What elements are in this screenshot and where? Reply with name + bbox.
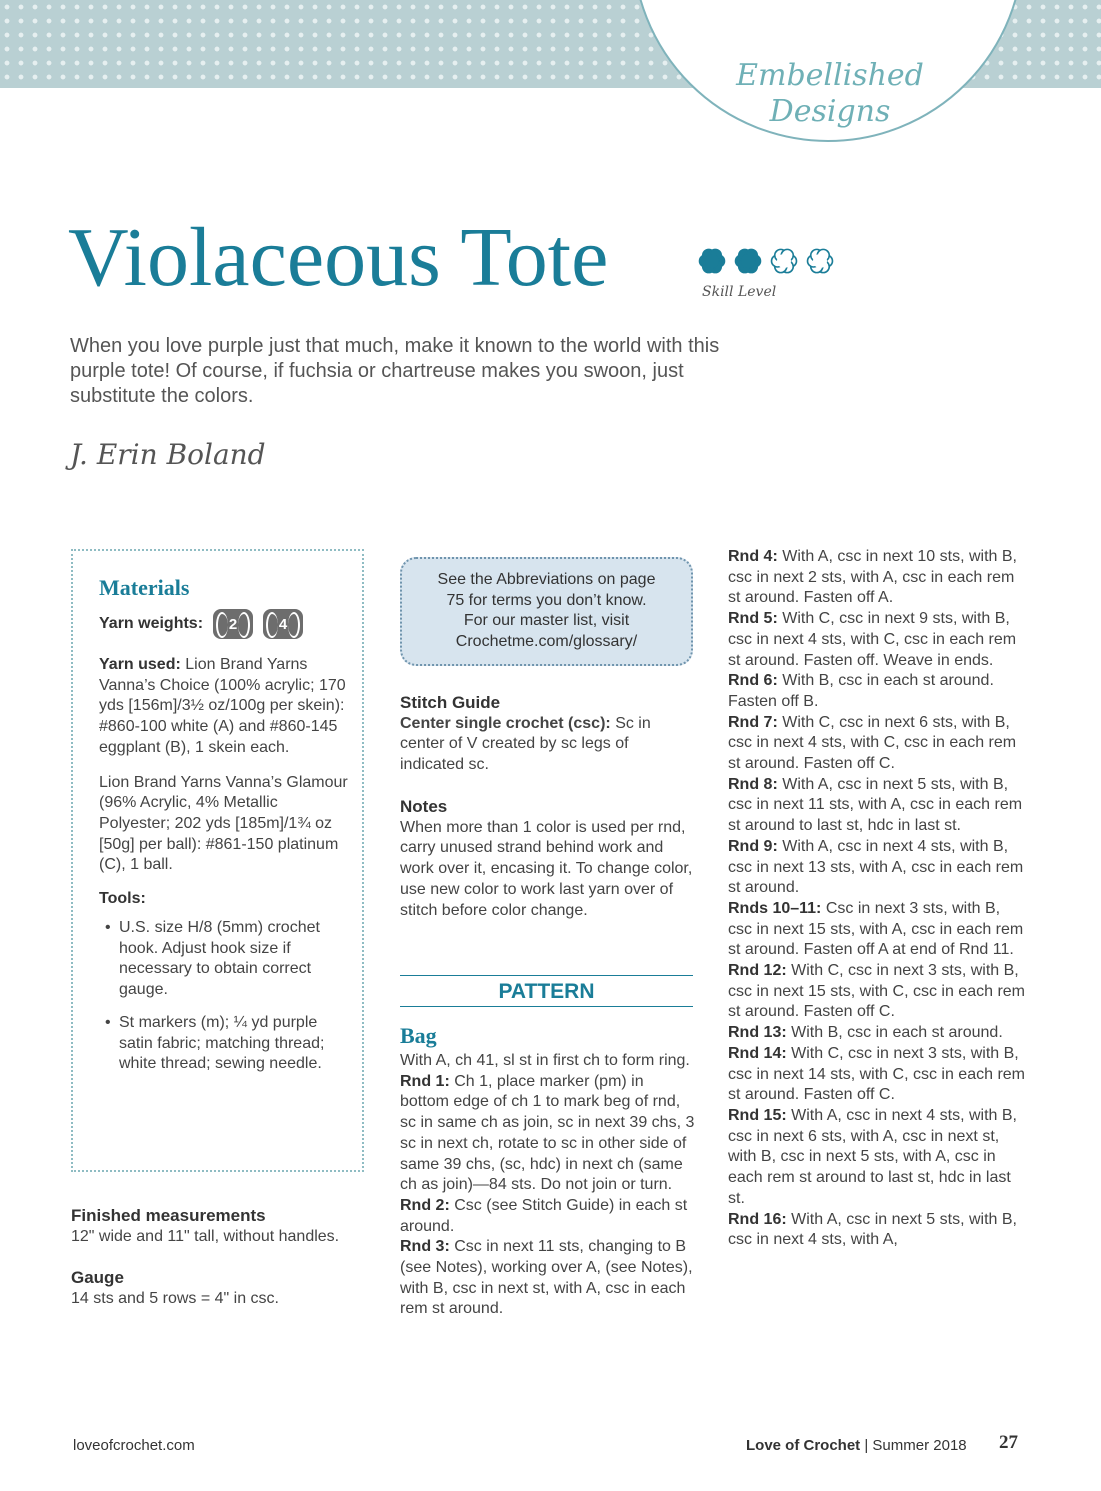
- round-label: Rnd 1:: [400, 1072, 450, 1090]
- round-instruction: [728, 837, 1026, 899]
- round-instruction: [728, 609, 1026, 671]
- round-label: Rnd 4:: [728, 548, 778, 565]
- round-text: With C, csc in next 3 sts, with B, csc in next 15 sts, with C, csc in each rem st around. Fasten off C.: [728, 962, 1025, 1021]
- badge-line-1: Embellished: [736, 58, 924, 93]
- yarn-used-text: Lion Brand Yarns Vanna’s Choice (100% acrylic; 170 yds [156m]/3½ oz/100g per skein): #860-100 white (A) and #860-145 eggplant (B), 1 skein each.: [99, 656, 346, 756]
- yarn-weights-row: [99, 609, 348, 639]
- skill-flower-empty-icon: [772, 249, 797, 272]
- yarn-weight-icon-4: 4: [263, 609, 303, 639]
- round-instruction: [728, 671, 1026, 712]
- round-label: Rnd 14:: [728, 1044, 787, 1062]
- yarn-used-paragraph: [99, 655, 348, 759]
- page-number: 27: [999, 1432, 1018, 1453]
- round-label: Rnd 12:: [728, 962, 787, 980]
- round-label: Rnd 13:: [728, 1024, 787, 1042]
- glossary-link[interactable]: Crochetme.com/glossary/: [455, 633, 638, 651]
- materials-box: [71, 549, 364, 1172]
- stitch-guide-definition: Sc in center of V created by sc legs of indicated sc.: [400, 714, 651, 774]
- round-text: Ch 1, place marker (pm) in bottom edge of ch 1 to mark beg of rnd, sc in same ch as join, sc in next 39 chs, 3 sc in next ch, rotate to sc in other side of same 39 chs, (sc, hdc) in next ch (same ch as join)—84 sts. Do not join or turn.: [400, 1072, 695, 1194]
- section-badge-label: [700, 58, 960, 130]
- round-label: Rnd 3:: [400, 1238, 450, 1256]
- stitch-guide-term: Center single crochet (csc):: [400, 714, 611, 732]
- round-instruction: [728, 1210, 1026, 1251]
- round-label: Rnds 10–11:: [728, 899, 822, 917]
- round-text: With A, csc in next 10 sts, with B, csc in next 2 sts, with A, csc in each rem st around. Fasten off A.: [728, 548, 1017, 607]
- round-label: Rnd 15:: [728, 1106, 787, 1124]
- gauge-text: 14 sts and 5 rows = 4" in csc.: [71, 1289, 279, 1307]
- yarn-used-paragraph-2: Lion Brand Yarns Vanna’s Glamour (96% Acrylic, 4% Metallic Polyester; 202 yds [185m]/1¾ oz [50g] per ball): #861-150 platinum (C), 1 ball.: [99, 773, 348, 874]
- round-text: With A, csc in next 5 sts, with B, csc in next 4 sts, with A,: [728, 1210, 1017, 1249]
- finished-measurements: [71, 1206, 371, 1247]
- round-instruction: [728, 961, 1026, 1023]
- rounds-column: [728, 547, 1026, 1251]
- yarn-weights-label: Yarn weights:: [99, 615, 204, 632]
- intro-paragraph: When you love purple just that much, make it known to the world with this purple tote! Of course, if fuchsia or chartreuse makes you swoon, just substitute the colors.: [70, 335, 720, 407]
- round-label: Rnd 16:: [728, 1210, 787, 1228]
- bag-heading: Bag: [400, 1023, 437, 1048]
- round-instruction: [728, 775, 1026, 837]
- footer-website[interactable]: loveofcrochet.com: [73, 1437, 195, 1454]
- footer-magazine-name: Love of Crochet: [746, 1437, 861, 1454]
- tools-heading: Tools:: [99, 890, 146, 908]
- badge-line-2: Designs: [769, 94, 891, 129]
- round-instruction: [728, 899, 1026, 961]
- round-label: Rnd 2:: [400, 1196, 450, 1214]
- stitch-guide-heading: Stitch Guide: [400, 693, 501, 712]
- skill-level-label: Skill Level: [702, 284, 777, 300]
- bag-instructions: [400, 1051, 695, 1320]
- yarn-used-label: Yarn used:: [99, 656, 181, 673]
- bag-intro: With A, ch 41, sl st in first ch to form ring.: [400, 1052, 690, 1069]
- glossary-line-1: See the Abbreviations on page: [437, 571, 656, 588]
- skill-flower-filled-icon: [736, 249, 761, 272]
- skill-level-icons: [698, 244, 838, 278]
- pattern-heading: PATTERN: [400, 975, 693, 1007]
- round-instruction: [728, 547, 1026, 609]
- round-instruction: [400, 1237, 695, 1320]
- tools-item: • U.S. size H/8 (5mm) crochet hook. Adjust hook size if necessary to obtain correct gauge.: [119, 918, 348, 1001]
- tools-item: • St markers (m); ¼ yd purple satin fabric; matching thread; white thread; sewing needle.: [119, 1013, 348, 1075]
- round-text: With A, csc in next 5 sts, with B, csc in next 11 sts, with A, csc in each rem st around to last st, hdc in last st.: [728, 775, 1023, 835]
- round-label: Rnd 8:: [728, 775, 778, 793]
- round-text: With B, csc in each st around.: [791, 1024, 1003, 1042]
- round-label: Rnd 7:: [728, 713, 778, 731]
- round-label: Rnd 5:: [728, 610, 778, 628]
- yarn-weight-icon-2: 2: [213, 609, 253, 639]
- glossary-line-3: For our master list, visit: [463, 612, 630, 630]
- round-text: With C, csc in next 9 sts, with B, csc in next 4 sts, with C, csc in each rem st around. Fasten off. Weave in ends.: [728, 610, 1017, 669]
- round-text: Csc in next 3 sts, with B, csc in next 15 sts, with A, csc in each rem st around. Fasten off A at end of Rnd 11.: [728, 899, 1024, 959]
- skill-flower-empty-icon: [808, 249, 833, 272]
- round-instruction: [728, 713, 1026, 775]
- tools-list: [99, 918, 348, 1075]
- notes-text: When more than 1 color is used per rnd, carry unused strand behind work and work over it, encasing it. To change color, use new color to work last yarn over of stitch before color change.: [400, 818, 693, 919]
- finished-text: 12" wide and 11" tall, without handles.: [71, 1227, 340, 1245]
- stitch-guide-text: [400, 714, 695, 776]
- glossary-callout: [400, 557, 693, 666]
- footer-issue: Summer 2018: [872, 1437, 967, 1454]
- round-text: With B, csc in each st around. Fasten off B.: [728, 672, 994, 710]
- round-text: With C, csc in next 6 sts, with B, csc in next 4 sts, with C, csc in each rem st around. Fasten off C.: [728, 713, 1017, 773]
- round-instruction: [728, 1044, 1026, 1106]
- round-instruction: [400, 1072, 695, 1196]
- footer-magazine: Love of Crochet | Summer 2018: [746, 1437, 967, 1454]
- round-instruction: [400, 1196, 695, 1237]
- gauge-section: [71, 1268, 371, 1309]
- glossary-line-2: 75 for terms you don’t know.: [446, 591, 647, 609]
- round-label: Rnd 6:: [728, 672, 778, 690]
- notes-heading: Notes: [400, 797, 448, 816]
- designer-signature: J. Erin Boland: [70, 438, 266, 471]
- round-instruction: [728, 1106, 1026, 1210]
- gauge-heading: Gauge: [71, 1268, 124, 1287]
- page-title: Violaceous Tote: [68, 211, 609, 304]
- round-label: Rnd 9:: [728, 837, 778, 855]
- stitch-guide: [400, 693, 695, 776]
- materials-heading: Materials: [99, 575, 190, 600]
- round-text: With C, csc in next 3 sts, with B, csc in next 14 sts, with C, csc in each rem st around. Fasten off C.: [728, 1044, 1025, 1104]
- notes-section: [400, 797, 695, 921]
- round-text: With A, csc in next 4 sts, with B, csc in next 13 sts, with A, csc in each rem st around.: [728, 837, 1024, 897]
- round-instruction: [728, 1023, 1026, 1044]
- round-text: Csc (see Stitch Guide) in each st around.: [400, 1196, 688, 1235]
- round-text: With A, csc in next 4 sts, with B, csc in next 6 sts, with A, csc in next st, with B, csc in next 5 sts, with A, csc in each rem st around to last st, hdc in last st.: [728, 1106, 1017, 1207]
- finished-heading: Finished measurements: [71, 1206, 266, 1225]
- round-text: Csc in next 11 sts, changing to B (see Notes), working over A, (see Notes), with B, csc in next st, with A, csc in each rem st around.: [400, 1238, 693, 1318]
- skill-flower-filled-icon: [700, 249, 725, 272]
